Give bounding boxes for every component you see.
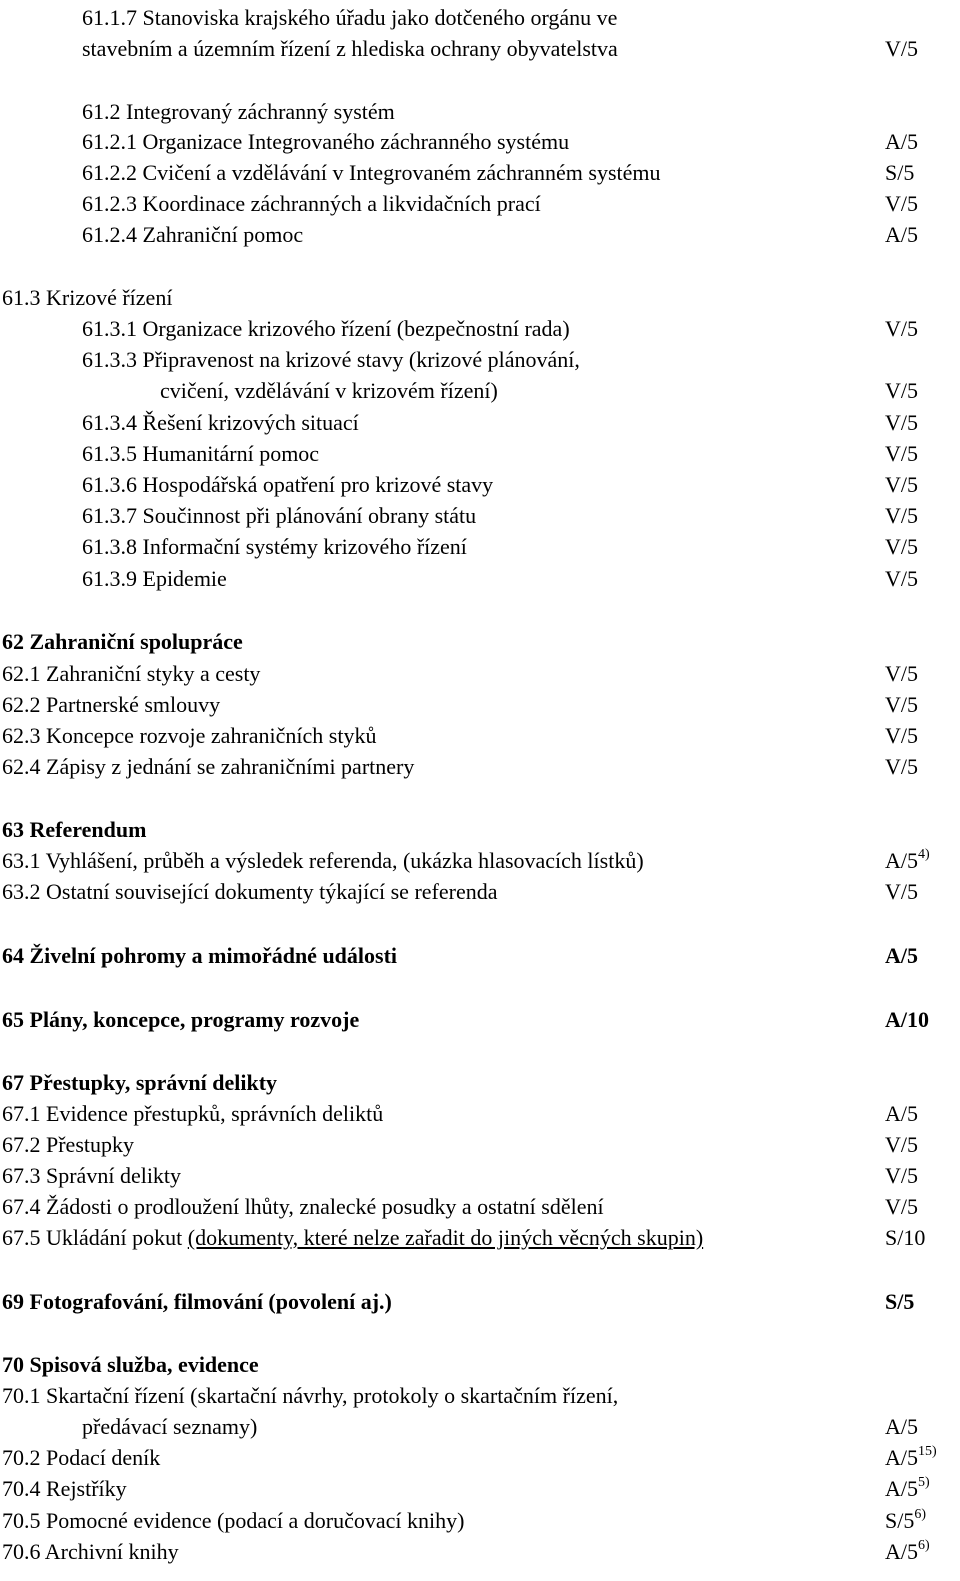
list-item	[0, 344, 960, 375]
retention-code-value: S/5	[885, 1508, 915, 1533]
retention-code: V/5	[885, 566, 918, 591]
retention-code: V/5	[885, 879, 918, 904]
item-text: 69 Fotografování, filmování (povolení aj.)	[2, 1289, 392, 1314]
list-item	[0, 563, 960, 594]
item-text: 70.6 Archivní knihy	[2, 1539, 179, 1564]
retention-code: S/5	[885, 1289, 915, 1314]
list-item	[0, 2, 960, 33]
retention-code: A/5	[885, 1414, 918, 1439]
item-text: 62.1 Zahraniční styky a cesty	[2, 661, 261, 686]
retention-code: A/10	[885, 1007, 929, 1032]
list-item	[0, 1160, 960, 1191]
list-item	[0, 1473, 960, 1504]
item-text: 67.2 Přestupky	[2, 1132, 134, 1157]
item-text: 70.5 Pomocné evidence (podací a doručovací knihy)	[2, 1508, 465, 1533]
list-item	[0, 1411, 960, 1442]
list-item	[0, 219, 960, 250]
retention-code	[885, 845, 930, 880]
list-item	[0, 375, 960, 406]
retention-code: V/5	[885, 503, 918, 528]
list-item	[0, 1191, 960, 1222]
list-item	[0, 1222, 960, 1253]
retention-code: V/5	[885, 1194, 918, 1219]
item-text: 62 Zahraniční spolupráce	[2, 629, 243, 654]
item-text	[2, 1222, 703, 1253]
retention-code: V/5	[885, 36, 918, 61]
section-heading	[0, 626, 960, 657]
list-item	[0, 157, 960, 188]
retention-code: V/5	[885, 661, 918, 686]
item-text: 61.2.2 Cvičení a vzdělávání v Integrovaném záchranném systému	[82, 160, 661, 185]
list-item	[0, 531, 960, 562]
section-heading	[0, 814, 960, 845]
item-text: 70.2 Podací deník	[2, 1445, 161, 1470]
item-text: 61.2 Integrovaný záchranný systém	[82, 99, 395, 124]
item-text: 61.3.4 Řešení krizových situací	[82, 410, 359, 435]
retention-code: V/5	[885, 1132, 918, 1157]
item-text: 61.2.1 Organizace Integrovaného záchranného systému	[82, 129, 570, 154]
list-item	[0, 1442, 960, 1473]
item-text: 61.3.7 Součinnost při plánování obrany státu	[82, 503, 477, 528]
retention-code-value: A/5	[885, 1476, 918, 1501]
section-heading	[0, 1349, 960, 1380]
section-heading	[0, 940, 960, 971]
retention-code: V/5	[885, 723, 918, 748]
retention-code: V/5	[885, 472, 918, 497]
retention-code: V/5	[885, 316, 918, 341]
item-text: cvičení, vzdělávání v krizovém řízení)	[160, 378, 498, 403]
list-item	[0, 1129, 960, 1160]
item-text: 61.3.3 Připravenost na krizové stavy (krizové plánování,	[82, 347, 580, 372]
retention-code: S/10	[885, 1225, 926, 1250]
item-text: 67.3 Správní delikty	[2, 1163, 182, 1188]
retention-code: A/5	[885, 222, 918, 247]
list-item	[0, 469, 960, 500]
retention-code: V/5	[885, 692, 918, 717]
item-text: 61.1.7 Stanoviska krajského úřadu jako dotčeného orgánu ve	[82, 5, 618, 30]
list-item	[0, 658, 960, 689]
footnote-ref: 4)	[918, 847, 930, 862]
list-item	[0, 689, 960, 720]
subsection-heading	[0, 96, 960, 127]
footnote-ref: 5)	[918, 1475, 930, 1490]
retention-code	[885, 1536, 930, 1571]
item-text: 67.1 Evidence přestupků, správních deliktů	[2, 1101, 384, 1126]
list-item	[0, 1098, 960, 1129]
item-text: 70 Spisová služba, evidence	[2, 1352, 259, 1377]
retention-code	[885, 1473, 930, 1508]
item-text: 61.3.5 Humanitární pomoc	[82, 441, 320, 466]
retention-code: V/5	[885, 441, 918, 466]
list-item	[0, 751, 960, 782]
item-text: 61.3 Krizové řízení	[2, 285, 173, 310]
item-text: 70.4 Rejstříky	[2, 1476, 127, 1501]
item-text: 70.1 Skartační řízení (skartační návrhy, protokoly o skartačním řízení,	[2, 1383, 619, 1408]
item-text: 63.2 Ostatní související dokumenty týkající se referenda	[2, 879, 498, 904]
section-heading	[0, 1067, 960, 1098]
item-text: 61.3.6 Hospodářská opatření pro krizové stavy	[82, 472, 494, 497]
list-item	[0, 876, 960, 907]
item-text: 61.3.1 Organizace krizového řízení (bezpečnostní rada)	[82, 316, 570, 341]
list-item	[0, 1536, 960, 1567]
footnote-ref: 6)	[918, 1538, 930, 1553]
list-item	[0, 1380, 960, 1411]
subsection-heading	[0, 282, 960, 313]
list-item	[0, 500, 960, 531]
retention-code: V/5	[885, 378, 918, 403]
item-text: 67 Přestupky, správní delikty	[2, 1070, 278, 1095]
footnote-ref: 15)	[918, 1444, 937, 1459]
item-text-prefix: 67.5 Ukládání pokut	[2, 1225, 183, 1250]
retention-code: A/5	[885, 943, 918, 968]
list-item	[0, 126, 960, 157]
item-text: 62.3 Koncepce rozvoje zahraničních styků	[2, 723, 377, 748]
retention-code-value: A/5	[885, 1539, 918, 1564]
retention-code: V/5	[885, 1163, 918, 1188]
list-item	[0, 845, 960, 876]
retention-code: V/5	[885, 754, 918, 779]
item-text: 63.1 Vyhlášení, průběh a výsledek referenda, (ukázka hlasovacích lístků)	[2, 848, 644, 873]
list-item	[0, 188, 960, 219]
list-item	[0, 720, 960, 751]
retention-code: V/5	[885, 534, 918, 559]
retention-code	[885, 1442, 937, 1477]
retention-code	[885, 1505, 926, 1540]
item-text: 62.4 Zápisy z jednání se zahraničními partnery	[2, 754, 415, 779]
item-text: 67.4 Žádosti o prodloužení lhůty, znalecké posudky a ostatní sdělení	[2, 1194, 604, 1219]
list-item	[0, 313, 960, 344]
list-item	[0, 407, 960, 438]
retention-code: A/5	[885, 129, 918, 154]
item-text: 61.2.4 Zahraniční pomoc	[82, 222, 304, 247]
item-text: 65 Plány, koncepce, programy rozvoje	[2, 1007, 360, 1032]
list-item	[0, 33, 960, 64]
item-text: 64 Živelní pohromy a mimořádné události	[2, 943, 398, 968]
section-heading	[0, 1004, 960, 1035]
retention-code: V/5	[885, 410, 918, 435]
retention-code-value: A/5	[885, 1445, 918, 1470]
retention-code-value: A/5	[885, 848, 918, 873]
list-item	[0, 1505, 960, 1536]
item-text: předávací seznamy)	[82, 1414, 258, 1439]
retention-code: A/5	[885, 1101, 918, 1126]
item-text: 62.2 Partnerské smlouvy	[2, 692, 221, 717]
retention-code: V/5	[885, 191, 918, 216]
item-text: 61.3.9 Epidemie	[82, 566, 227, 591]
item-text: 63 Referendum	[2, 817, 147, 842]
item-text: 61.2.3 Koordinace záchranných a likvidačních prací	[82, 191, 541, 216]
section-heading	[0, 1286, 960, 1317]
item-text: stavebním a územním řízení z hlediska ochrany obyvatelstva	[82, 36, 618, 61]
footnote-ref: 6)	[914, 1507, 927, 1522]
list-item	[0, 438, 960, 469]
retention-code: S/5	[885, 160, 915, 185]
item-text: 61.3.8 Informační systémy krizového řízení	[82, 534, 467, 559]
item-text-underlined: (dokumenty, které nelze zařadit do jiných věcných skupin)	[187, 1225, 704, 1250]
